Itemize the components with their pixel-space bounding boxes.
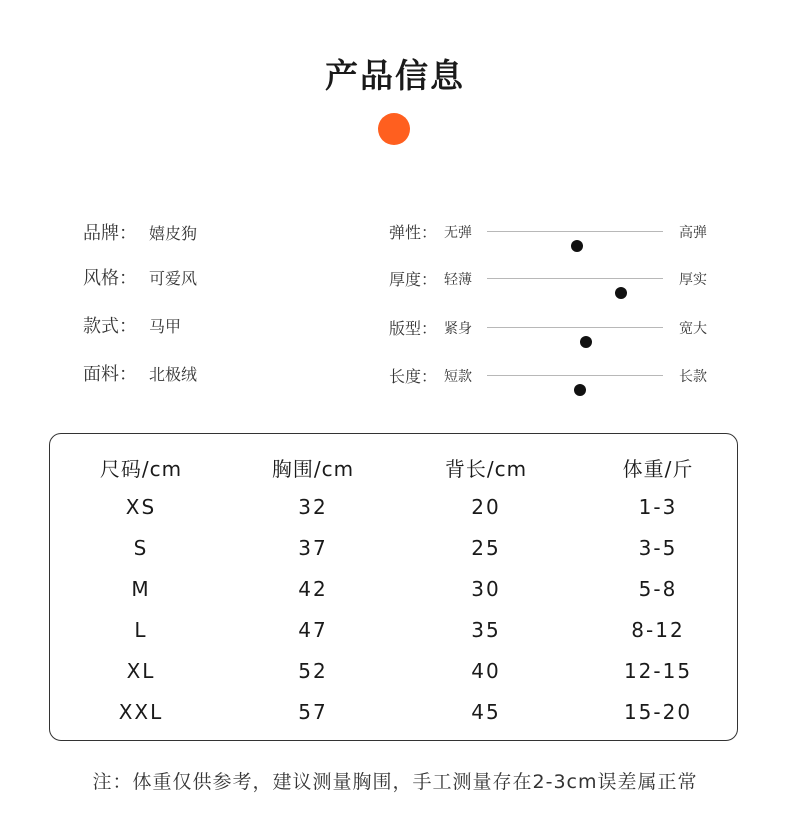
scale-marker (580, 336, 592, 348)
table-cell: 1-3 (638, 495, 678, 519)
scale-marker (615, 287, 627, 299)
accent-dot (378, 113, 410, 145)
table-cell: L (134, 618, 148, 642)
table-cell: 3-5 (638, 536, 678, 560)
info-row-type (83, 310, 181, 340)
info-row-style (83, 262, 197, 292)
attr-row-fit (389, 312, 719, 342)
size-table (49, 433, 738, 741)
table-cell: M (131, 577, 151, 601)
table-header-cell: 胸围/cm (271, 457, 355, 481)
table-cell: 57 (298, 700, 328, 724)
attr-label: 长度： (389, 367, 438, 386)
info-label: 面料： (83, 364, 137, 385)
table-cell: 47 (298, 618, 328, 642)
table-cell: 37 (298, 536, 328, 560)
scale-track (487, 231, 663, 232)
measurement-note: 注：体重仅供参考，建议测量胸围，手工测量存在2-3cm误差属正常 (92, 771, 698, 793)
attr-label: 版型： (389, 319, 438, 338)
info-value: 嬉皮狗 (149, 223, 198, 243)
attr-max-label: 宽大 (679, 321, 707, 337)
info-label: 风格： (83, 268, 137, 289)
attr-max-label: 长款 (679, 369, 707, 385)
table-cell: 20 (471, 495, 501, 519)
table-header-cell: 体重/斤 (622, 457, 694, 481)
info-value: 可爱风 (149, 268, 198, 288)
table-cell: 42 (298, 577, 328, 601)
scale-track (487, 375, 663, 376)
attr-min-label: 无弹 (444, 225, 472, 241)
attr-row-length (389, 360, 719, 390)
table-cell: 35 (471, 618, 501, 642)
scale-track (487, 327, 663, 328)
info-row-brand (83, 217, 197, 247)
table-cell: 40 (471, 659, 501, 683)
table-cell: XXL (118, 700, 164, 724)
info-label: 品牌： (83, 223, 137, 244)
info-value: 马甲 (149, 316, 182, 336)
table-cell: 5-8 (638, 577, 678, 601)
table-cell: 15-20 (623, 700, 693, 724)
table-cell: 32 (298, 495, 328, 519)
attr-max-label: 高弹 (679, 225, 707, 241)
attr-max-label: 厚实 (679, 272, 707, 288)
table-cell: 25 (471, 536, 501, 560)
page-title: 产品信息 (325, 56, 465, 95)
table-cell: 45 (471, 700, 501, 724)
attr-row-thickness (389, 263, 719, 293)
table-cell: 52 (298, 659, 328, 683)
scale-marker (571, 240, 583, 252)
attr-min-label: 轻薄 (444, 272, 472, 288)
info-row-fabric (83, 358, 197, 388)
table-header-cell: 背长/cm (444, 457, 528, 481)
table-cell: XS (125, 495, 157, 519)
scale-track (487, 278, 663, 279)
info-value: 北极绒 (149, 364, 198, 384)
attr-row-elasticity (389, 216, 719, 246)
table-cell: XL (126, 659, 156, 683)
scale-marker (574, 384, 586, 396)
attr-min-label: 紧身 (444, 321, 472, 337)
attr-label: 厚度： (389, 270, 438, 289)
table-cell: S (133, 536, 149, 560)
info-label: 款式： (83, 316, 137, 337)
attr-label: 弹性： (389, 223, 438, 242)
table-cell: 30 (471, 577, 501, 601)
attr-min-label: 短款 (444, 369, 472, 385)
table-cell: 8-12 (631, 618, 685, 642)
table-header-cell: 尺码/cm (99, 457, 183, 481)
table-cell: 12-15 (623, 659, 693, 683)
